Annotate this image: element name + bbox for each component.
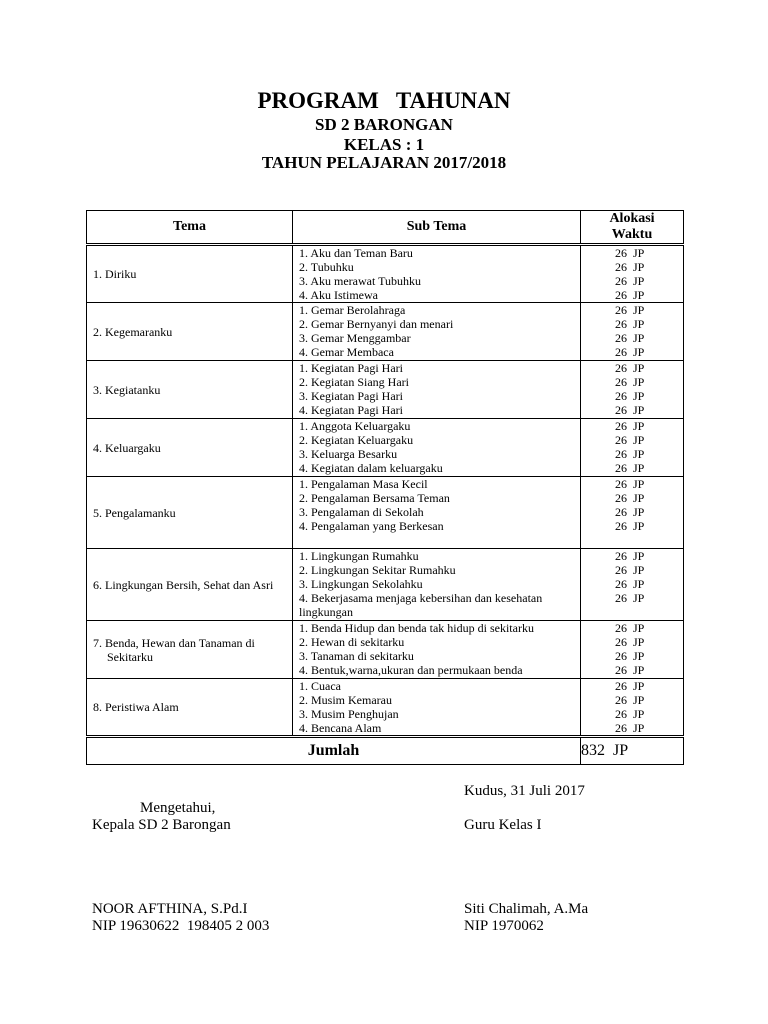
alokasi-item: 26 JP	[615, 707, 645, 721]
tema-label: 3. Kegiatanku	[93, 382, 161, 397]
table-row	[87, 303, 684, 361]
subtema-item: 1. Pengalaman Masa Kecil	[299, 477, 428, 491]
table-row	[87, 679, 684, 737]
subtema-item: 1. Benda Hidup dan benda tak hidup di sekitarku	[299, 621, 534, 635]
place-date: Kudus, 31 Juli 2017	[464, 783, 585, 799]
tema-cell	[87, 549, 293, 621]
subtema-item: 4. Bencana Alam	[299, 721, 382, 735]
subtema-cell	[293, 303, 581, 361]
alokasi-cell	[581, 549, 684, 621]
tema-label: 8. Peristiwa Alam	[93, 700, 179, 714]
total-row	[87, 737, 684, 765]
alokasi-item: 26 JP	[615, 563, 645, 577]
header-tema: Tema	[87, 211, 293, 245]
alokasi-item: 26 JP	[615, 345, 645, 359]
subtema-item: 1. Gemar Berolahraga	[299, 303, 406, 317]
alokasi-item: 26 JP	[615, 389, 645, 403]
table-row	[87, 621, 684, 679]
alokasi-item: 26 JP	[615, 649, 645, 663]
school-name: SD 2 BARONGAN	[315, 115, 453, 134]
header-alokasi	[581, 211, 684, 245]
table-row	[87, 419, 684, 477]
subtema-item: 3. Tanaman di sekitarku	[299, 649, 414, 663]
subtema-cell	[293, 549, 581, 621]
subtema-item: 2. Hewan di sekitarku	[299, 635, 405, 649]
teacher-role: Guru Kelas I	[464, 817, 542, 833]
tema-label: 1. Diriku	[93, 267, 137, 281]
table-row	[87, 549, 684, 621]
alokasi-item: 26 JP	[615, 317, 645, 331]
table-header-row	[87, 211, 684, 245]
tema-label: 7. Benda, Hewan dan Tanaman di Sekitarku	[93, 635, 255, 664]
principal-role: Kepala SD 2 Barongan	[92, 817, 231, 833]
subtema-item: 4. Pengalaman yang Berkesan	[299, 519, 444, 533]
alokasi-item: 26 JP	[615, 246, 645, 260]
alokasi-item: 26 JP	[615, 274, 645, 288]
subtema-item: 2. Gemar Bernyanyi dan menari	[299, 317, 454, 331]
alokasi-item: 26 JP	[615, 591, 645, 605]
subtema-item: 3. Kegiatan Pagi Hari	[299, 389, 403, 403]
alokasi-item: 26 JP	[615, 361, 645, 375]
alokasi-item: 26 JP	[615, 461, 645, 475]
subtema-item: 2. Lingkungan Sekitar Rumahku	[299, 563, 456, 577]
alokasi-item: 26 JP	[615, 419, 645, 433]
tema-cell	[87, 621, 293, 679]
subtema-item: 3. Gemar Menggambar	[299, 331, 411, 345]
subtema-item: 1. Kegiatan Pagi Hari	[299, 361, 403, 375]
subtema-item: 4. Kegiatan Pagi Hari	[299, 403, 403, 417]
subtema-cell	[293, 361, 581, 419]
alokasi-cell	[581, 477, 684, 549]
tema-cell	[87, 419, 293, 477]
alokasi-item: 26 JP	[615, 621, 645, 635]
table-row	[87, 245, 684, 303]
alokasi-item: 26 JP	[615, 491, 645, 505]
teacher-nip: NIP 1970062	[464, 918, 544, 934]
page-title: PROGRAM TAHUNAN	[257, 88, 511, 113]
subtema-cell	[293, 679, 581, 737]
alokasi-item: 26 JP	[615, 447, 645, 461]
alokasi-cell	[581, 303, 684, 361]
program-table	[86, 210, 684, 765]
subtema-item: 2. Musim Kemarau	[299, 693, 392, 707]
subtema-cell	[293, 419, 581, 477]
alokasi-item: 26 JP	[615, 331, 645, 345]
subtema-item: 4. Gemar Membaca	[299, 345, 394, 359]
academic-year: TAHUN PELAJARAN 2017/2018	[261, 153, 507, 172]
subtema-cell	[293, 621, 581, 679]
header-alokasi-line1: Alokasi	[609, 211, 655, 226]
alokasi-cell	[581, 621, 684, 679]
subtema-item: 1. Anggota Keluargaku	[299, 419, 411, 433]
subtema-item: 3. Aku merawat Tubuhku	[299, 274, 422, 288]
subtema-cell	[293, 477, 581, 549]
tema-cell	[87, 245, 293, 303]
subtema-cell	[293, 245, 581, 303]
header-alokasi-line2: Waktu	[611, 227, 653, 242]
alokasi-item: 26 JP	[615, 577, 645, 591]
tema-cell	[87, 303, 293, 361]
alokasi-cell	[581, 361, 684, 419]
subtema-item: 1. Cuaca	[299, 679, 341, 693]
alokasi-item: 26 JP	[615, 375, 645, 389]
tema-label: 2. Kegemaranku	[93, 324, 173, 339]
tema-label: 6. Lingkungan Bersih, Sehat dan Asri	[93, 577, 274, 592]
alokasi-item: 26 JP	[615, 433, 645, 447]
tema-label: 4. Keluargaku	[93, 440, 161, 455]
alokasi-item: 26 JP	[615, 288, 645, 302]
subtema-item: 3. Keluarga Besarku	[299, 447, 398, 461]
acknowledged-label: Mengetahui,	[140, 800, 216, 816]
header-subtema: Sub Tema	[293, 211, 581, 245]
subtema-item: 2. Kegiatan Keluargaku	[299, 433, 414, 447]
subtema-item: 4. Aku Istimewa	[299, 288, 378, 302]
table-row	[87, 361, 684, 419]
tema-cell	[87, 361, 293, 419]
subtema-item: 4. Bekerjasama menjaga kebersihan dan kesehatan lingkungan	[299, 591, 543, 619]
tema-cell	[87, 477, 293, 549]
subtema-item: 2. Tubuhku	[299, 260, 354, 274]
alokasi-cell	[581, 245, 684, 303]
alokasi-item: 26 JP	[615, 403, 645, 417]
alokasi-cell	[581, 679, 684, 737]
alokasi-cell	[581, 419, 684, 477]
subtema-item: 4. Kegiatan dalam keluargaku	[299, 461, 443, 475]
principal-nip: NIP 19630622 198405 2 003	[92, 918, 270, 934]
subtema-item: 1. Lingkungan Rumahku	[299, 549, 419, 563]
subtema-item: 4. Bentuk,warna,ukuran dan permukaan benda	[299, 663, 523, 677]
alokasi-item: 26 JP	[615, 635, 645, 649]
tema-label: 5. Pengalamanku	[93, 505, 176, 520]
subtema-item: 3. Musim Penghujan	[299, 707, 399, 721]
subtema-item: 1. Aku dan Teman Baru	[299, 246, 413, 260]
alokasi-item: 26 JP	[615, 549, 645, 563]
alokasi-item: 26 JP	[615, 260, 645, 274]
alokasi-item: 26 JP	[615, 519, 645, 533]
grade-label: KELAS : 1	[343, 135, 425, 154]
total-value: 832 JP	[581, 737, 684, 765]
alokasi-item: 26 JP	[615, 663, 645, 677]
tema-cell	[87, 679, 293, 737]
alokasi-item: 26 JP	[615, 679, 645, 693]
subtema-item: 2. Pengalaman Bersama Teman	[299, 491, 450, 505]
subtema-item: 3. Lingkungan Sekolahku	[299, 577, 423, 591]
subtema-item: 2. Kegiatan Siang Hari	[299, 375, 409, 389]
alokasi-item: 26 JP	[615, 303, 645, 317]
alokasi-item: 26 JP	[615, 693, 645, 707]
principal-name: NOOR AFTHINA, S.Pd.I	[92, 901, 248, 917]
alokasi-item: 26 JP	[615, 505, 645, 519]
total-label: Jumlah	[87, 737, 581, 765]
table-row	[87, 477, 684, 549]
teacher-name: Siti Chalimah, A.Ma	[464, 901, 589, 917]
alokasi-item: 26 JP	[615, 477, 645, 491]
subtema-item: 3. Pengalaman di Sekolah	[299, 505, 424, 519]
alokasi-item: 26 JP	[615, 721, 645, 735]
